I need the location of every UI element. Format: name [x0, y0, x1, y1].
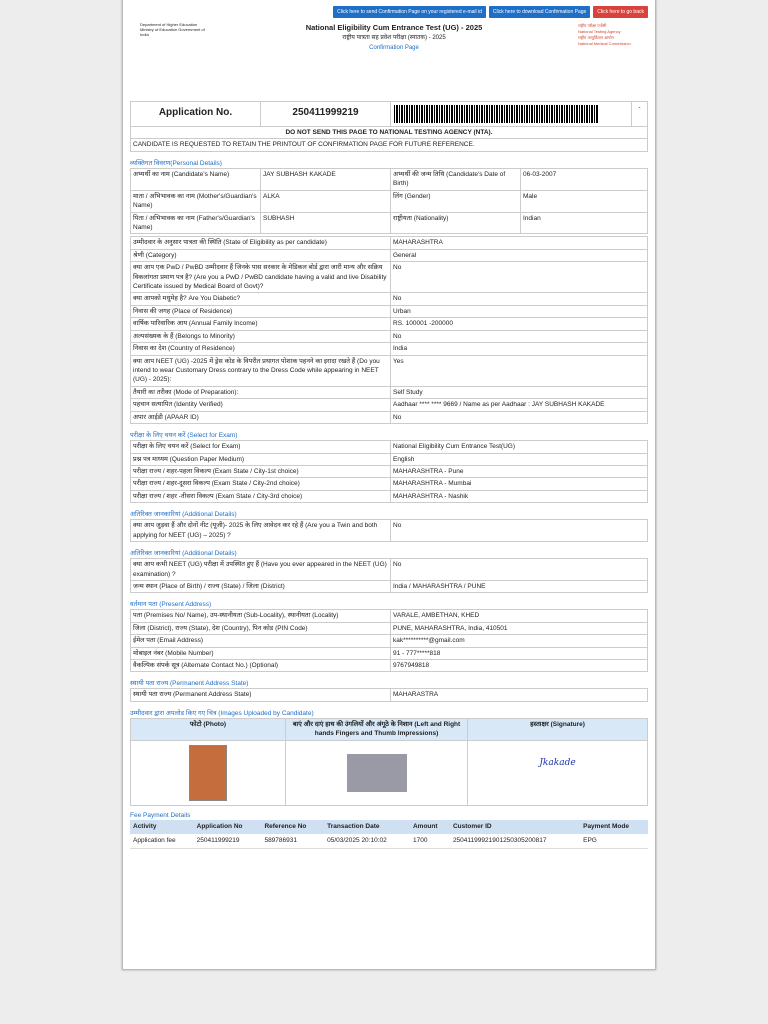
field-label: प्रश्न पत्र माध्यम (Question Paper Medium): [131, 453, 391, 465]
field-label: पहचान सत्यापित (Identity Verified): [131, 399, 391, 411]
column-header: Amount: [410, 820, 450, 834]
field-label: वैकल्पिक संपर्क सूत्र (Alternate Contact No.) (Optional): [131, 660, 391, 672]
ministry-logo: Department of Higher Education Ministry of Education Government of India: [140, 22, 205, 37]
table-row: [131, 411, 648, 423]
field-value: MAHARASHTRA - Nashik: [391, 490, 648, 502]
section-title: उम्मीदवार द्वारा अपलोड किए गए चित्र (Images Uploaded by Candidate): [130, 709, 314, 717]
field-value: 91 - 777*****818: [391, 647, 648, 659]
field-value: No: [391, 559, 648, 581]
table-row: [131, 343, 648, 355]
field-label: निवास की जगह (Place of Residence): [131, 305, 391, 317]
field-label: अल्पसंख्यक के हैं (Belongs to Minority): [131, 330, 391, 342]
application-label: Application No.: [131, 102, 261, 127]
images-table: [130, 718, 648, 806]
table-row: [131, 399, 648, 411]
field-label: वार्षिक पारिवारिक आय (Annual Family Income): [131, 318, 391, 330]
application-number-table: [130, 101, 648, 152]
signature-image: Jkakade: [539, 757, 576, 768]
additional-details-table: [130, 558, 648, 593]
field-value: ALKA: [261, 190, 391, 212]
field-label: अभ्यर्थी का नाम (Candidate's Name): [131, 168, 261, 190]
table-row: [131, 262, 648, 293]
section-title: वर्तमान पता (Present Address): [130, 601, 212, 609]
field-value: Indian: [521, 212, 648, 234]
column-header: Payment Mode: [580, 820, 648, 834]
field-label: राष्ट्रीयता (Nationality): [391, 212, 521, 234]
table-row: [131, 520, 648, 542]
field-value: 06-03-2007: [521, 168, 648, 190]
confirmation-page: [122, 0, 656, 970]
table-row: [131, 355, 648, 386]
field-label: जन्म स्थान (Place of Birth) / राज्य (State) / जिला (District): [131, 580, 391, 592]
table-row: [131, 249, 648, 261]
field-value: English: [391, 453, 648, 465]
fingerprints-image: [347, 754, 407, 792]
field-value: Self Study: [391, 386, 648, 398]
table-row: [131, 190, 648, 212]
table-row: [131, 330, 648, 342]
field-value: MAHARASHTRA: [391, 237, 648, 249]
download-button[interactable]: Click here to download Confirmation Page: [489, 6, 590, 18]
table-row: [131, 453, 648, 465]
field-value: MAHARASTRA: [391, 689, 648, 701]
notice: CANDIDATE IS REQUESTED TO RETAIN THE PRINTOUT OF CONFIRMATION PAGE FOR FUTURE REFERENCE.: [131, 139, 648, 151]
table-row: [131, 635, 648, 647]
table-row: [131, 490, 648, 502]
photo-header: फोटो (Photo): [131, 718, 286, 740]
field-value: Aadhaar **** **** 9669 / Name as per Aadhaar : JAY SUBHASH KAKADE: [391, 399, 648, 411]
field-label: श्रेणी (Category): [131, 249, 391, 261]
table-row: [131, 465, 648, 477]
table-row: [131, 622, 648, 634]
field-label: निवास का देश (Country of Residence): [131, 343, 391, 355]
section-title: अतिरिक्त जानकारियां (Additional Details): [130, 511, 237, 519]
section-title: स्थायी पता राज्य (Permanent Address State): [130, 680, 249, 688]
field-label: ईमेल पता (Email Address): [131, 635, 391, 647]
present-address-table: [130, 609, 648, 672]
page-title-hindi: राष्ट्रीय पात्रता सह प्रवेश परीक्षा (स्नातक) - 2025: [342, 35, 446, 41]
column-header: Customer ID: [450, 820, 580, 834]
page-subtitle: Confirmation Page: [369, 45, 419, 51]
column-header: Application No: [194, 820, 262, 834]
table-row: [131, 318, 648, 330]
field-label: अभ्यर्थी की जन्म तिथि (Candidate's Date of Birth): [391, 168, 521, 190]
field-label: स्थायी पता राज्य (Permanent Address State): [131, 689, 391, 701]
field-value: MAHARASHTRA - Pune: [391, 465, 648, 477]
field-label: परीक्षा के लिए चयन करें (Select for Exam): [131, 441, 391, 453]
field-value: No: [391, 262, 648, 293]
field-value: PUNE, MAHARASHTRA, India, 410501: [391, 622, 648, 634]
field-label: जिला (District), राज्य (State), देश (Country), पिन कोड (PIN Code): [131, 622, 391, 634]
table-row: [131, 212, 648, 234]
table-row: [131, 689, 648, 701]
exam-table: [130, 440, 648, 503]
table-row: [131, 293, 648, 305]
fee-cell: 1700: [412, 837, 428, 845]
field-value: SUBHASH: [261, 212, 391, 234]
fee-cell: 05/03/2025 20:10:02: [327, 837, 387, 845]
additional-details-table: [130, 519, 648, 542]
prints-header: बाएं और दाएं हाथ की उंगलियों और अंगूठे के निशान (Left and Right hands Fingers and Thumb Impressions): [286, 718, 468, 740]
table-row: [131, 305, 648, 317]
notice: DO NOT SEND THIS PAGE TO NATIONAL TESTING AGENCY (NTA).: [131, 127, 648, 139]
field-value: kak**********@gmail.com: [391, 635, 648, 647]
barcode: [394, 105, 599, 123]
back-button[interactable]: Click here to go back: [593, 6, 648, 18]
action-buttons: [130, 6, 648, 18]
field-value: No: [391, 520, 648, 542]
field-value: General: [391, 249, 648, 261]
fee-cell: Application fee: [133, 837, 176, 845]
permanent-address-table: [130, 688, 648, 701]
field-value: 9767949818: [391, 660, 648, 672]
field-value: India: [391, 343, 648, 355]
field-label: परीक्षा राज्य / शहर -तीसरा विकल्प (Exam State / City-3rd choice): [131, 490, 391, 502]
candidate-photo: [189, 745, 227, 801]
field-label: उम्मीदवार के अनुसार पात्रता की स्थिति (State of Eligibility as per candidate): [131, 237, 391, 249]
field-label: माता / अभिभावक का नाम (Mother's/Guardian's Name): [131, 190, 261, 212]
fee-cell: 589786931: [264, 837, 297, 845]
fee-cell: EPG: [583, 837, 597, 845]
column-header: Activity: [130, 820, 194, 834]
section-title: अतिरिक्त जानकारियां (Additional Details): [130, 550, 237, 558]
agency-logos: [578, 23, 648, 47]
field-label: क्या आप NEET (UG) -2025 में ड्रेस कोड के विपरीत प्रथागत पोशाक पहनने का इरादा रखते हैं (Do you intend to wear Customary Dress contrary to the Dress Code while appearing in NEET (UG) - 2025):: [131, 355, 391, 386]
field-value: Yes: [391, 355, 648, 386]
field-value: National Eligibility Cum Entrance Test(UG): [391, 441, 648, 453]
column-header: Transaction Date: [324, 820, 410, 834]
field-value: MAHARASHTRA - Mumbai: [391, 478, 648, 490]
field-value: Urban: [391, 305, 648, 317]
field-label: पिता / अभिभावक का नाम (Father's/Guardian's Name): [131, 212, 261, 234]
section-title: व्यक्तिगत विवरण(Personal Details): [130, 159, 222, 167]
field-value: JAY SUBHASH KAKADE: [261, 168, 391, 190]
section-title: Fee Payment Details: [130, 811, 191, 819]
fee-cell: 250411999219: [196, 837, 240, 845]
table-row: [131, 580, 648, 592]
field-label: मोबाइल नंबर (Mobile Number): [131, 647, 391, 659]
field-label: अपार आईडी (APAAR ID): [131, 411, 391, 423]
field-value: Male: [521, 190, 648, 212]
field-value: RS. 100001 -200000: [391, 318, 648, 330]
table-row: [131, 478, 648, 490]
nmc-logo: राष्ट्रीय आयुर्विज्ञान आयोग National Medical Commission: [578, 35, 631, 46]
column-header: Reference No: [261, 820, 324, 834]
table-row: [131, 168, 648, 190]
section-title: परीक्षा के लिए चयन करें (Select for Exam): [130, 432, 238, 440]
send-email-button[interactable]: Click here to send Confirmation Page on your registered e-mail id: [333, 6, 486, 18]
signature-header: हस्ताक्षर (Signature): [468, 718, 648, 740]
table-row: [131, 660, 648, 672]
page-title: National Eligibility Cum Entrance Test (UG) - 2025: [305, 23, 483, 32]
field-label: परीक्षा राज्य / शहर-दूसरा विकल्प (Exam State / City-2nd choice): [131, 478, 391, 490]
field-label: क्या आप कभी NEET (UG) परीक्षा में उपस्थित हुए हैं (Have you ever appeared in the NEET (UG) examination) ?: [131, 559, 391, 581]
page-header: [130, 23, 648, 67]
field-label: पता (Premises No/ Name), उप-स्थानीयता (Sub-Locality), स्थानीयता (Locality): [131, 610, 391, 622]
field-value: No: [391, 330, 648, 342]
field-label: परीक्षा राज्य / शहर-पहला विकल्प (Exam State / City-1st choice): [131, 465, 391, 477]
field-label: क्या आप एक PwD / PwBD उम्मीदवार हैं जिनके पास सरकार के मेडिकल बोर्ड द्वारा जारी मान्य और सक्रिय विकलांगता प्रमाण पत्र है? (Are you a PwD / PwBD candidate having a valid and live Disability Certificate issued by Medical Board of Govt)?: [131, 262, 391, 293]
details-table: [130, 236, 648, 424]
field-label: तैयारी का तरीका (Mode of Preparation):: [131, 386, 391, 398]
field-value: VARALE, AMBETHAN, KHED: [391, 610, 648, 622]
fee-table: [130, 820, 648, 849]
nta-logo: राष्ट्रीय परीक्षा एजेंसी National Testing Agency: [578, 23, 621, 34]
table-row: [131, 237, 648, 249]
field-value: No: [391, 293, 648, 305]
field-label: क्या आप जुड़वा हैं और दोनों नीट (यूजी)- 2025 के लिए आवेदन कर रहे हैं (Are you a Twin and both applying for NEET (UG) – 2025) ?: [131, 520, 391, 542]
table-row: [131, 559, 648, 581]
application-dash: -: [632, 102, 648, 127]
fee-cell: 25041199921901250305200817: [452, 837, 547, 845]
personal-details-table: [130, 168, 648, 235]
field-value: India / MAHARASHTRA / PUNE: [391, 580, 648, 592]
table-row: [131, 386, 648, 398]
table-row: [131, 647, 648, 659]
field-label: क्या आपको मधुमेह है? Are You Diabetic?: [131, 293, 391, 305]
table-row: [131, 610, 648, 622]
application-number: 250411999219: [261, 102, 391, 127]
field-value: No: [391, 411, 648, 423]
field-label: लिंग (Gender): [391, 190, 521, 212]
table-row: [131, 441, 648, 453]
